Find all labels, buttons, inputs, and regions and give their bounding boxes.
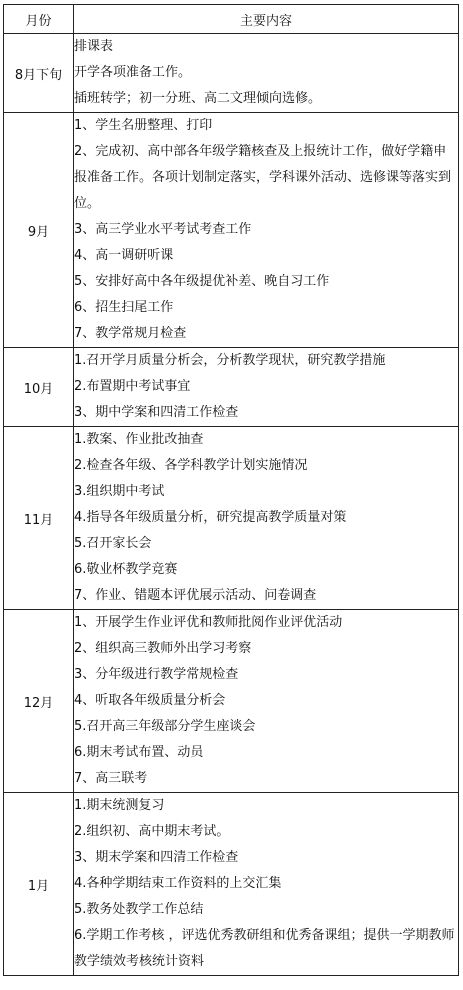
content-item: 7、作业、错题本评优展示活动、问卷调查 [74,588,317,603]
table-row [4,348,459,427]
content-item: 4.指导各年级质量分析，研究提高教学质量对策 [74,510,347,525]
content-item: 3、高三学业水平考试考查工作 [74,222,252,237]
content-item: 2、完成初、高中部各年级学籍核查及上报统计工作，做好学籍申报准备工作。各项计划制定落实，学科课外活动、选修课等落实到位。 [74,144,452,211]
content-item: 7、高三联考 [74,771,148,786]
content-item: 1.教案、作业批改抽查 [74,432,204,447]
month-cell: 9月 [4,113,74,348]
content-item: 4.各种学期结束工作资料的上交汇集 [74,876,282,891]
content-cell [74,427,459,610]
content-item: 3.组织期中考试 [74,484,165,499]
content-cell [74,610,459,793]
content-item: 3、期中学案和四清工作检查 [74,405,239,420]
content-item: 6.敬业杯教学竞赛 [74,562,178,577]
month-cell: 11月 [4,427,74,610]
month-cell: 12月 [4,610,74,793]
content-cell [74,348,459,427]
content-item: 排课表 [74,39,114,54]
content-item: 2、组织高三教师外出学习考察 [74,641,252,656]
schedule-table [3,4,459,976]
content-item: 开学各项准备工作。 [74,65,192,80]
content-item: 3、分年级进行教学常规检查 [74,667,239,682]
content-item: 1、学生名册整理、打印 [74,118,213,133]
month-cell: 10月 [4,348,74,427]
content-cell [74,113,459,348]
content-item: 1.期末统测复习 [74,798,165,813]
header-content: 主要内容 [74,5,459,34]
header-month: 月份 [4,5,74,34]
table-header-row [4,5,459,34]
content-item: 2.组织初、高中期末考试。 [74,824,230,839]
month-cell: 8月下旬 [4,34,74,113]
content-item: 5.召开家长会 [74,536,152,551]
content-item: 2.布置期中考试事宜 [74,379,191,394]
table-row [4,113,459,348]
content-item: 5、安排好高中各年级提优补差、晚自习工作 [74,274,330,289]
content-item: 2.检查各年级、各学科教学计划实施情况 [74,458,308,473]
content-cell [74,34,459,113]
month-cell: 1月 [4,793,74,976]
content-item: 4、高一调研听课 [74,248,174,263]
content-item: 6.学期工作考核 ，评选优秀教研组和优秀备课组；提供一学期教师教学绩效考核统计资料 [74,928,455,969]
content-item: 4、听取各年级质量分析会 [74,693,226,708]
content-item: 3、期末学案和四清工作检查 [74,850,239,865]
content-item: 1、开展学生作业评优和教师批阅作业评优活动 [74,615,343,630]
content-cell [74,793,459,976]
table-row [4,793,459,976]
content-item: 5.召开高三年级部分学生座谈会 [74,719,256,734]
content-item: 6.期末考试布置、动员 [74,745,204,760]
table-body [4,34,459,976]
table-row [4,610,459,793]
content-item: 5.教务处教学工作总结 [74,902,204,917]
table-row [4,427,459,610]
content-item: 插班转学；初一分班、高二文理倾向选修。 [74,91,322,106]
content-item: 6、招生扫尾工作 [74,300,174,315]
content-item: 7、教学常规月检查 [74,326,187,341]
table-row [4,34,459,113]
content-item: 1.召开学月质量分析会，分析教学现状，研究教学措施 [74,353,386,368]
